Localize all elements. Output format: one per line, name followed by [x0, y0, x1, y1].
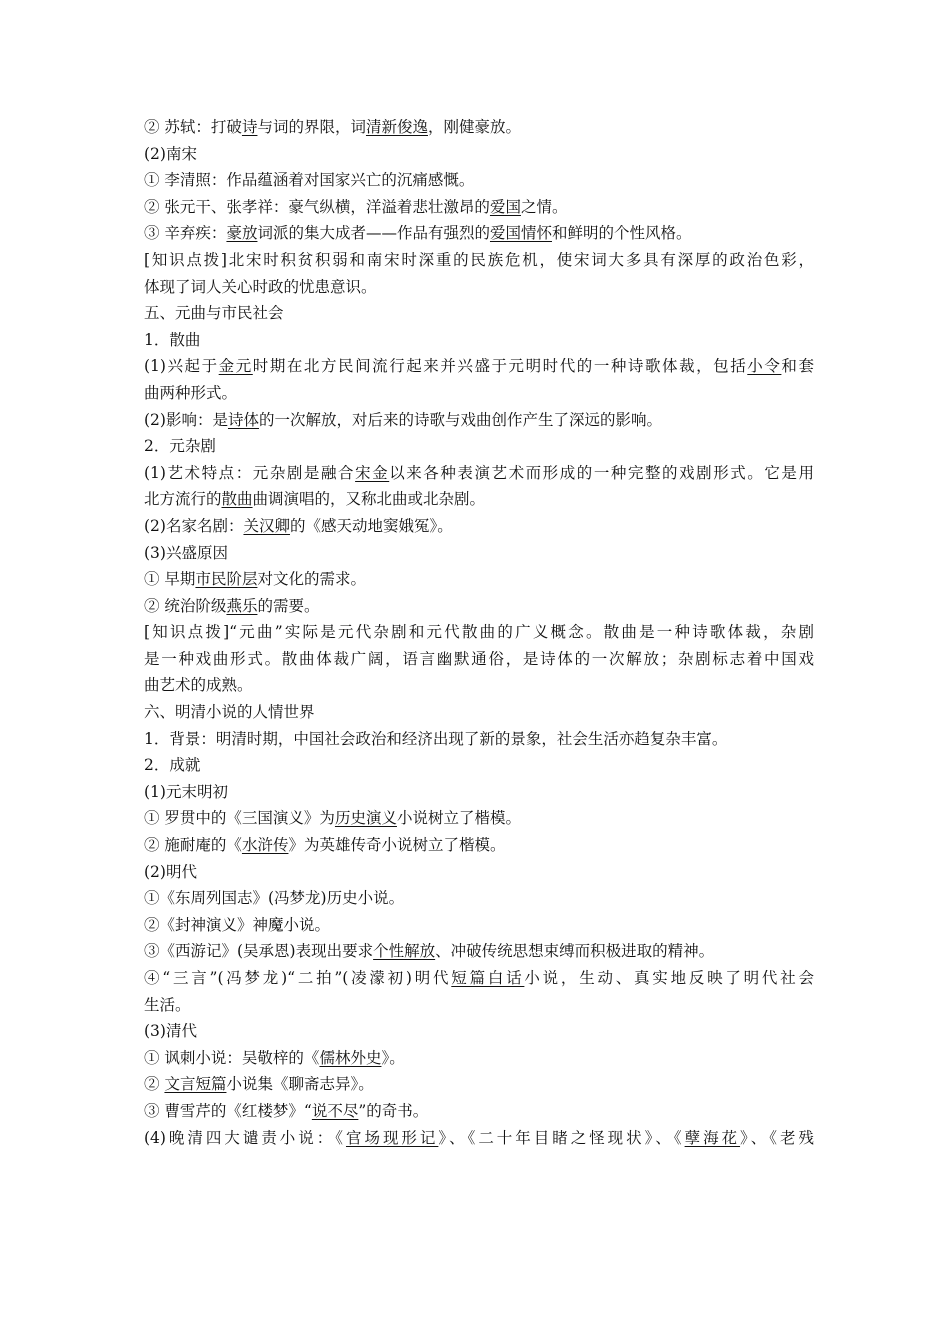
text-segment: (3)兴盛原因 — [144, 543, 228, 562]
text-line — [144, 1071, 814, 1098]
text-line — [144, 141, 814, 168]
text-line — [144, 167, 814, 194]
text-segment: (2)名家名剧： — [144, 516, 244, 535]
underlined-answer: 市民阶层 — [195, 570, 258, 589]
text-segment: 和鲜明的个性风格。 — [551, 224, 692, 243]
text-segment: 1．背景：明清时期，中国社会政治和经济出现了新的景象，社会生活亦趋复杂丰富。 — [144, 729, 728, 748]
text-segment: ② 施耐庵的《 — [144, 836, 242, 855]
text-line — [144, 1018, 814, 1045]
underlined-answer: 小令 — [747, 357, 782, 376]
text-line — [144, 593, 814, 620]
text-segment: ③ 辛弃疾： — [144, 224, 227, 243]
text-segment: ② — [144, 1075, 165, 1094]
text-segment: ② 苏轼：打破 — [144, 118, 242, 136]
underlined-answer: 散曲 — [221, 490, 253, 509]
underlined-answer: 关汉卿 — [243, 516, 290, 535]
text-segment: ④“三言”(冯梦龙)“二拍”(凌濛初)明代 — [144, 969, 452, 987]
text-line — [144, 407, 814, 434]
text-segment: 曲两种形式。 — [144, 383, 238, 402]
text-segment: ① 讽刺小说：吴敬梓的《 — [144, 1048, 320, 1067]
text-segment: 时期在北方民间流行起来并兴盛于元明时代的一种诗歌体裁，包括 — [252, 357, 748, 376]
text-line — [144, 965, 814, 992]
text-line — [144, 274, 814, 301]
text-segment: [知识点拨]北宋时积贫积弱和南宋时深重的民族危机，使宋词大多具有深厚的政治色彩， — [144, 250, 814, 269]
text-segment: (4)晚清四大谴责小说：《 — [144, 1128, 346, 1147]
text-segment: 之情。 — [520, 197, 568, 216]
text-segment: 1．散曲 — [144, 330, 201, 349]
text-line — [144, 805, 814, 832]
text-segment: 曲艺术的成熟。 — [144, 676, 253, 695]
underlined-answer: 儒林外史 — [319, 1048, 382, 1067]
text-line — [144, 566, 814, 593]
text-line — [144, 114, 814, 141]
text-segment: 小说，生动、真实地反映了明代社会 — [524, 969, 814, 987]
text-line — [144, 380, 814, 407]
text-segment: (1)兴起于 — [144, 357, 219, 376]
text-line — [144, 433, 814, 460]
text-line — [144, 353, 814, 380]
text-line — [144, 726, 814, 753]
document-page — [144, 114, 814, 1151]
text-segment: (3)清代 — [144, 1022, 197, 1041]
text-line — [144, 938, 814, 965]
text-segment: [知识点拨]“元曲”实际是元代杂剧和元代散曲的广义概念。散曲是一种诗歌体裁，杂剧 — [144, 623, 814, 642]
text-segment: 的《感天动地窦娥冤》。 — [289, 516, 453, 535]
text-segment: 和套 — [781, 357, 814, 376]
text-segment: ”的奇书。 — [358, 1101, 429, 1120]
underlined-answer: 爱国 — [489, 197, 521, 216]
text-segment: 的需要。 — [257, 596, 320, 615]
text-segment: ① 李清照：作品蕴涵着对国家兴亡的沉痛感慨。 — [144, 171, 475, 190]
text-line — [144, 1045, 814, 1072]
text-line — [144, 699, 814, 726]
text-segment: ③ 曹雪芹的《红楼梦》“ — [144, 1101, 312, 1120]
text-segment: ② 统治阶级 — [144, 596, 227, 615]
underlined-answer: 豪放 — [226, 224, 258, 243]
text-segment: ① 早期 — [144, 570, 196, 589]
underlined-answer: 历史演义 — [334, 809, 397, 828]
text-line — [144, 646, 814, 673]
text-line — [144, 672, 814, 699]
text-segment: ，刚健豪放。 — [427, 118, 521, 136]
text-line — [144, 540, 814, 567]
text-line — [144, 486, 814, 513]
text-segment: 》、《二十年目睹之怪现状》、《 — [438, 1128, 685, 1147]
text-segment: 词派的集大成者——作品有强烈的 — [257, 224, 490, 243]
text-segment: 五、元曲与市民社会 — [144, 304, 284, 323]
text-segment: ③《西游记》(吴承恩)表现出要求 — [144, 942, 374, 961]
text-segment: (2)明代 — [144, 862, 197, 881]
text-segment: 生活。 — [144, 995, 191, 1014]
text-segment: 2．成就 — [144, 756, 201, 775]
underlined-answer: 孽海花 — [684, 1128, 741, 1147]
text-segment: 六、明清小说的人情世界 — [144, 703, 315, 722]
text-line — [144, 1098, 814, 1125]
text-segment: 》、《老残 — [740, 1128, 814, 1147]
text-line — [144, 247, 814, 274]
underlined-answer: 文言短篇 — [164, 1075, 227, 1094]
underlined-answer: 说不尽 — [311, 1101, 359, 1120]
underlined-answer: 个性解放 — [373, 942, 436, 961]
underlined-answer: 金元 — [218, 357, 253, 376]
text-segment: ②《封神演义》神魔小说。 — [144, 915, 331, 934]
text-line — [144, 832, 814, 859]
text-line — [144, 752, 814, 779]
underlined-answer: 官场现形记 — [345, 1128, 439, 1147]
underlined-answer: 宋金 — [355, 463, 390, 482]
text-line — [144, 859, 814, 886]
text-segment: 》为英雄传奇小说树立了楷模。 — [288, 836, 506, 855]
text-line — [144, 513, 814, 540]
text-segment: (1)元末明初 — [144, 782, 228, 801]
text-segment: 以来各种表演艺术而形成的一种完整的戏剧形式。它是用 — [389, 463, 814, 482]
text-line — [144, 327, 814, 354]
underlined-answer: 清新俊逸 — [365, 118, 428, 136]
text-line — [144, 619, 814, 646]
text-segment: ② 张元干、张孝祥：豪气纵横，洋溢着悲壮激昂的 — [144, 197, 490, 216]
text-line — [144, 300, 814, 327]
text-segment: 与词的界限，词 — [257, 118, 366, 136]
underlined-answer: 诗 — [241, 118, 258, 136]
text-segment: 、冲破传统思想束缚而积极进取的精神。 — [435, 942, 715, 961]
text-segment: 小说集《聊斋志异》。 — [226, 1075, 374, 1094]
text-segment: 2．元杂剧 — [144, 437, 216, 456]
text-segment: (2)影响：是 — [144, 410, 228, 429]
underlined-answer: 诗体 — [227, 410, 259, 429]
text-line — [144, 912, 814, 939]
underlined-answer: 短篇白话 — [451, 969, 525, 987]
text-segment: 》。 — [381, 1048, 405, 1067]
text-segment: 是一种戏曲形式。散曲体裁广阔，语言幽默通俗，是诗体的一次解放；杂剧标志着中国戏 — [144, 649, 814, 668]
text-segment: 对文化的需求。 — [257, 570, 366, 589]
text-segment: 体现了词人关心时政的忧患意识。 — [144, 277, 377, 296]
text-segment: (1)艺术特点：元杂剧是融合 — [144, 463, 356, 482]
text-line — [144, 220, 814, 247]
text-line — [144, 885, 814, 912]
underlined-answer: 水浒传 — [241, 836, 289, 855]
underlined-answer: 爱国情怀 — [489, 224, 552, 243]
text-segment: 小说树立了楷模。 — [396, 809, 521, 828]
text-segment: 北方流行的 — [144, 490, 222, 509]
text-segment: (2)南宋 — [144, 144, 197, 163]
text-line — [144, 1125, 814, 1152]
text-line — [144, 992, 814, 1019]
text-segment: ① 罗贯中的《三国演义》为 — [144, 809, 335, 828]
text-segment: 的一次解放，对后来的诗歌与戏曲创作产生了深远的影响。 — [258, 410, 662, 429]
text-segment: 曲调演唱的，又称北曲或北杂剧。 — [252, 490, 486, 509]
text-segment: ①《东周列国志》(冯梦龙)历史小说。 — [144, 889, 405, 908]
underlined-answer: 燕乐 — [226, 596, 258, 615]
text-line — [144, 194, 814, 221]
text-line — [144, 460, 814, 487]
text-line — [144, 779, 814, 806]
